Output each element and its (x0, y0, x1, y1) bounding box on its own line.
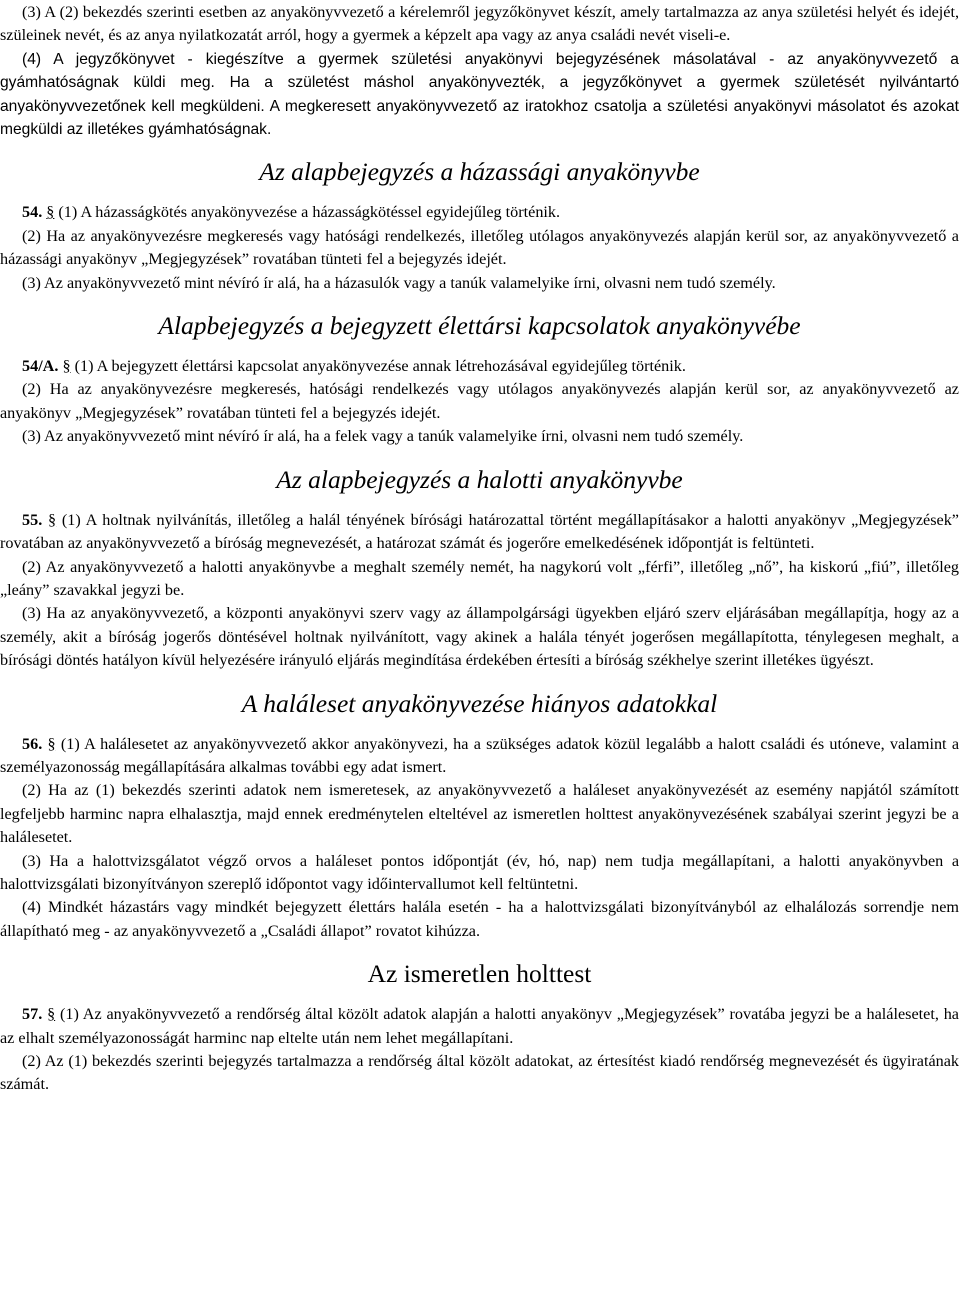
paragraph-sign: § (47, 1005, 56, 1024)
paragraph-53-3: (3) A (2) bekezdés szerinti esetben az anyakönyvvezető a kérelemről jegyzőkönyvet készít, amely tartalmazza az anya születési helyét és idejét, szüleinek nevét, és az anya nyilatkozatát arról, hogy a gyermek a képzelt apa vagy az anya családi nevét viseli-e. (0, 3, 959, 45)
paragraph-54-3: (3) Az anyakönyvvezető mint névíró ír alá, ha a házasulók vagy a tanúk valamelyike írni, olvasni nem tudó személy. (22, 273, 776, 292)
section-text: (1) A holtnak nyilvánítás, illetőleg a halál tényének bírósági határozattal történt megállapításakor a halotti anyakönyv „Megjegyzések” rovatában az anyakönyvvezető a bíróság megnevezését, a határozat számát és jogerőre emelkedésének időpontját is feltünteti. (0, 510, 959, 553)
section-55-1 (0, 509, 959, 556)
section-number: 57. (22, 1005, 43, 1024)
heading-incomplete-data: A haláleset anyakönyvezése hiányos adatokkal (241, 688, 718, 718)
paragraph-sign: § (62, 357, 71, 376)
paragraph-56-2: (2) Ha az (1) bekezdés szerinti adatok nem ismeretesek, az anyakönyvvezető a haláleset anyakönyvezését az esemény napjától számított legfeljebb harminc napra elhalasztja, majd ennek eredménytelen elteltével az ismeretlen holttest anyakönyvezésének szabályai szerint jegyzi be a halálesetet. (0, 781, 959, 847)
paragraph-54-2: (2) Ha az anyakönyvezésre megkeresés vagy hatósági rendelkezés, illetőleg utólagos anyakönyvezés alapján kerül sor, az anyakönyvvezető a házassági anyakönyv „Megjegyzések” rovatában tünteti fel a bejegyzés idejét. (0, 226, 959, 269)
section-number: 55. (22, 510, 43, 529)
section-text: (1) A házasságkötés anyakönyvezése a házasságkötéssel egyidejűleg történik. (54, 203, 561, 222)
heading-marriage-register: Az alapbejegyzés a házassági anyakönyvbe (259, 157, 700, 187)
section-54-1 (0, 201, 959, 224)
paragraph-55-3: (3) Ha az anyakönyvvezető, a központi anyakönyvi szerv vagy az állampolgársági ügyekben eljáró szerv eljárásában megállapítja, hogy az a személy, akit a bíróság jogerős döntésével holtnak nyilvánított, vagy akinek a halála tényét jogerősen megállapította, ténylegesen meghalt, a bírósági döntés hatályon kívül helyezésére irányuló eljárás megindítása érdekében értesíti a bíróság székhelye szerint illetékes ügyészt. (0, 604, 959, 670)
section-number: 54. (22, 203, 43, 222)
paragraph-53-4: (4) A jegyzőkönyvet - kiegészítve a gyermek születési anyakönyvi bejegyzésének másolatával - az anyakönyvvezető a gyámhatóságnak küldi meg. Ha a születést máshol anyakönyvezték, a jegyzőkönyvet a gyermek születését nyilvántartó anyakönyvvezetőnek kell megküldeni. A megkeresett anyakönyvvezető az iratokhoz csatolja a születési anyakönyvi másolatot és azokat megküldi az illetékes gyámhatóságnak. (0, 50, 959, 139)
heading-partnership-register: Alapbejegyzés a bejegyzett élettársi kapcsolatok anyakönyvébe (158, 311, 801, 341)
paragraph-sign: § (46, 203, 55, 222)
heading-unknown-body: Az ismeretlen holttest (367, 959, 592, 989)
paragraph-sign: § (47, 734, 56, 753)
paragraph-54a-2: (2) Ha az anyakönyvezésre megkeresés, hatósági rendelkezés vagy utólagos anyakönyvezés alapján kerül sor, az anyakönyvvezető az anyakönyv „Megjegyzések” rovatában tünteti fel a bejegyzés idejét. (0, 380, 959, 422)
section-number: 56. (22, 734, 43, 753)
paragraph-57-2: (2) Az (1) bekezdés szerinti bejegyzés tartalmazza a rendőrség által közölt adatokat, az értesítést kiadó rendőrség megnevezését és ügyiratának számát. (0, 1052, 959, 1094)
paragraph-54a-3: (3) Az anyakönyvvezető mint névíró ír alá, ha a felek vagy a tanúk valamelyike írni, olvasni nem tudó személy. (22, 427, 744, 446)
section-56-1 (0, 733, 959, 780)
section-number: 54/A. (22, 357, 59, 376)
paragraph-sign: § (48, 510, 57, 529)
heading-death-register: Az alapbejegyzés a halotti anyakönyvbe (276, 464, 683, 494)
section-57-1 (0, 1003, 959, 1050)
paragraph-56-3: (3) Ha a halottvizsgálatot végző orvos a haláleset pontos időpontját (év, hó, nap) nem tudja megállapítani, a halotti anyakönyvben a halottvizsgálati bizonyítványon szereplő időpontot vagy időintervallumot kell feltüntetni. (0, 851, 959, 893)
section-text: (1) Az anyakönyvvezető a rendőrség által közölt adatok alapján a halotti anyakönyv „Megjegyzések” rovatába jegyzi be a halálesetet, ha az elhalt személyazonosságát harminc nap eltelte után nem lehet megállapítani. (0, 1005, 959, 1047)
paragraph-55-2: (2) Az anyakönyvvezető a halotti anyakönyvbe a meghalt személy nemét, ha nagykorú volt „férfi”, illetőleg „nő”, ha kiskorú „fiú”, illetőleg „leány” szavakkal jegyzi be. (0, 557, 959, 599)
section-text: (1) A bejegyzett élettársi kapcsolat anyakönyvezése annak létrehozásával egyidejűleg történik. (70, 357, 686, 376)
section-text: (1) A halálesetet az anyakönyvvezető akkor anyakönyvezi, ha a szükséges adatok közül legalább a halott családi és utóneve, valamint a személyazonosság megállapítására alkalmas további egy adat ismert. (0, 734, 960, 776)
paragraph-56-4: (4) Mindkét házastárs vagy mindkét bejegyzett élettárs halála esetén - ha a halottvizsgálati bizonyítványból az elhalálozás sorrendje nem állapítható meg - az anyakönyvvezető a „Családi állapot” rovatot kihúzza. (0, 898, 959, 940)
section-54a-1 (0, 355, 959, 378)
